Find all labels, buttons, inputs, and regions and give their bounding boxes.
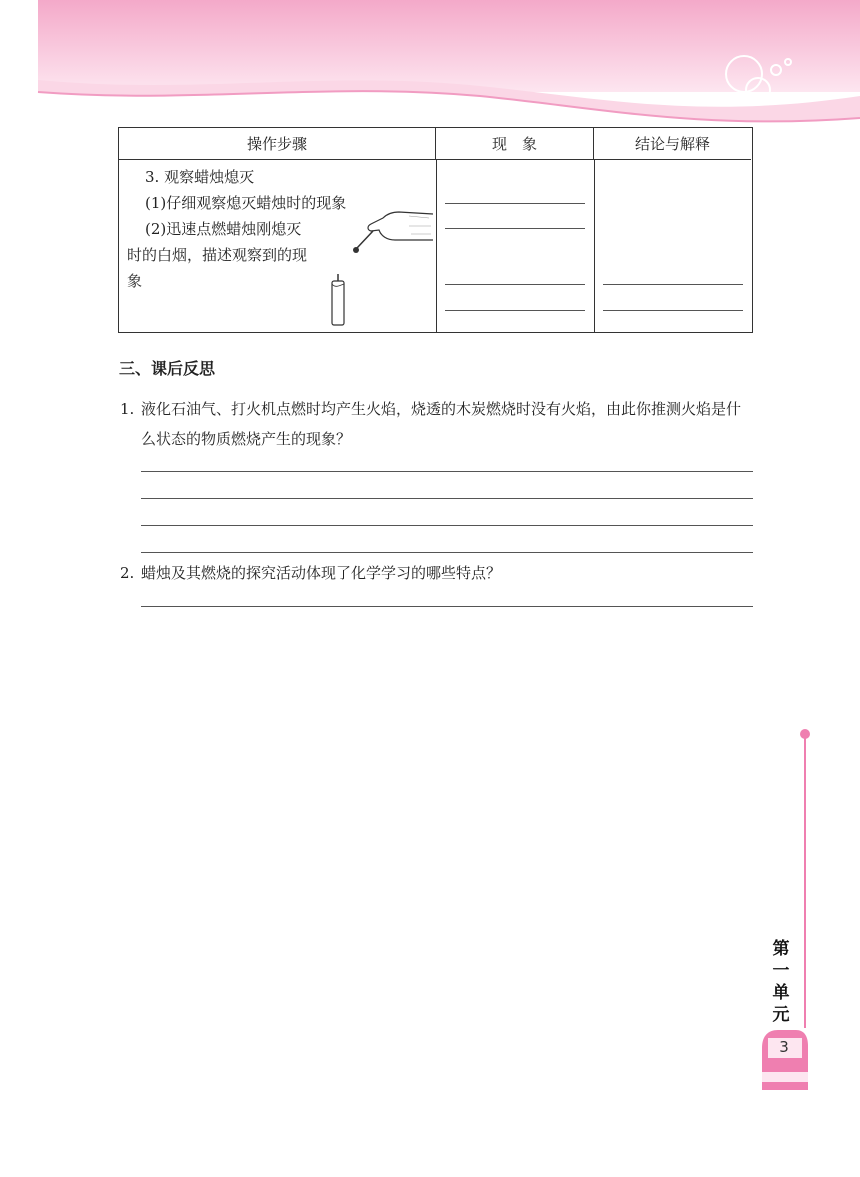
answer-line[interactable] [445, 310, 585, 311]
table-header-conclusion: 结论与解释 [594, 128, 751, 160]
answer-line[interactable] [141, 525, 753, 526]
answer-line[interactable] [445, 203, 585, 204]
question-text: 么状态的物质燃烧产生的现象？ [141, 430, 352, 448]
header-banner [0, 0, 860, 130]
answer-line[interactable] [141, 498, 753, 499]
unit-char: 单 [772, 983, 790, 1003]
answer-line[interactable] [445, 228, 585, 229]
answer-line[interactable] [445, 284, 585, 285]
experiment-table [118, 127, 753, 333]
section-title: 三、课后反思 [119, 359, 216, 378]
candle-icon [327, 272, 349, 326]
table-header-phenomenon: 现 象 [436, 128, 594, 160]
answer-line[interactable] [141, 606, 753, 607]
step-item: 时的白烟，描述观察到的现 [127, 246, 308, 264]
step-item: 象 [127, 272, 143, 290]
unit-char: 元 [772, 1005, 790, 1025]
answer-line[interactable] [603, 284, 743, 285]
table-divider [436, 160, 437, 332]
unit-char: 一 [772, 961, 790, 981]
hand-match-icon [349, 204, 435, 264]
question-text: 液化石油气、打火机点燃时均产生火焰，烧透的木炭燃烧时没有火焰，由此你推测火焰是什 [141, 400, 742, 418]
question-number: 2. [120, 564, 135, 582]
answer-line[interactable] [603, 310, 743, 311]
page-number: 3 [779, 1038, 789, 1056]
table-divider [594, 160, 595, 332]
question-number: 1. [120, 400, 135, 418]
answer-line[interactable] [141, 471, 753, 472]
table-header-steps: 操作步骤 [119, 128, 436, 160]
unit-label [768, 938, 794, 1026]
step-item: (1)仔细观察熄灭蜡烛时的现象 [145, 194, 347, 212]
step-title: 3. 观察蜡烛熄灭 [145, 168, 255, 186]
answer-line[interactable] [141, 552, 753, 553]
step-item: (2)迅速点燃蜡烛刚熄灭 [145, 220, 302, 238]
unit-char: 第 [772, 939, 790, 959]
question-text: 蜡烛及其燃烧的探究活动体现了化学学习的哪些特点？ [141, 564, 502, 582]
